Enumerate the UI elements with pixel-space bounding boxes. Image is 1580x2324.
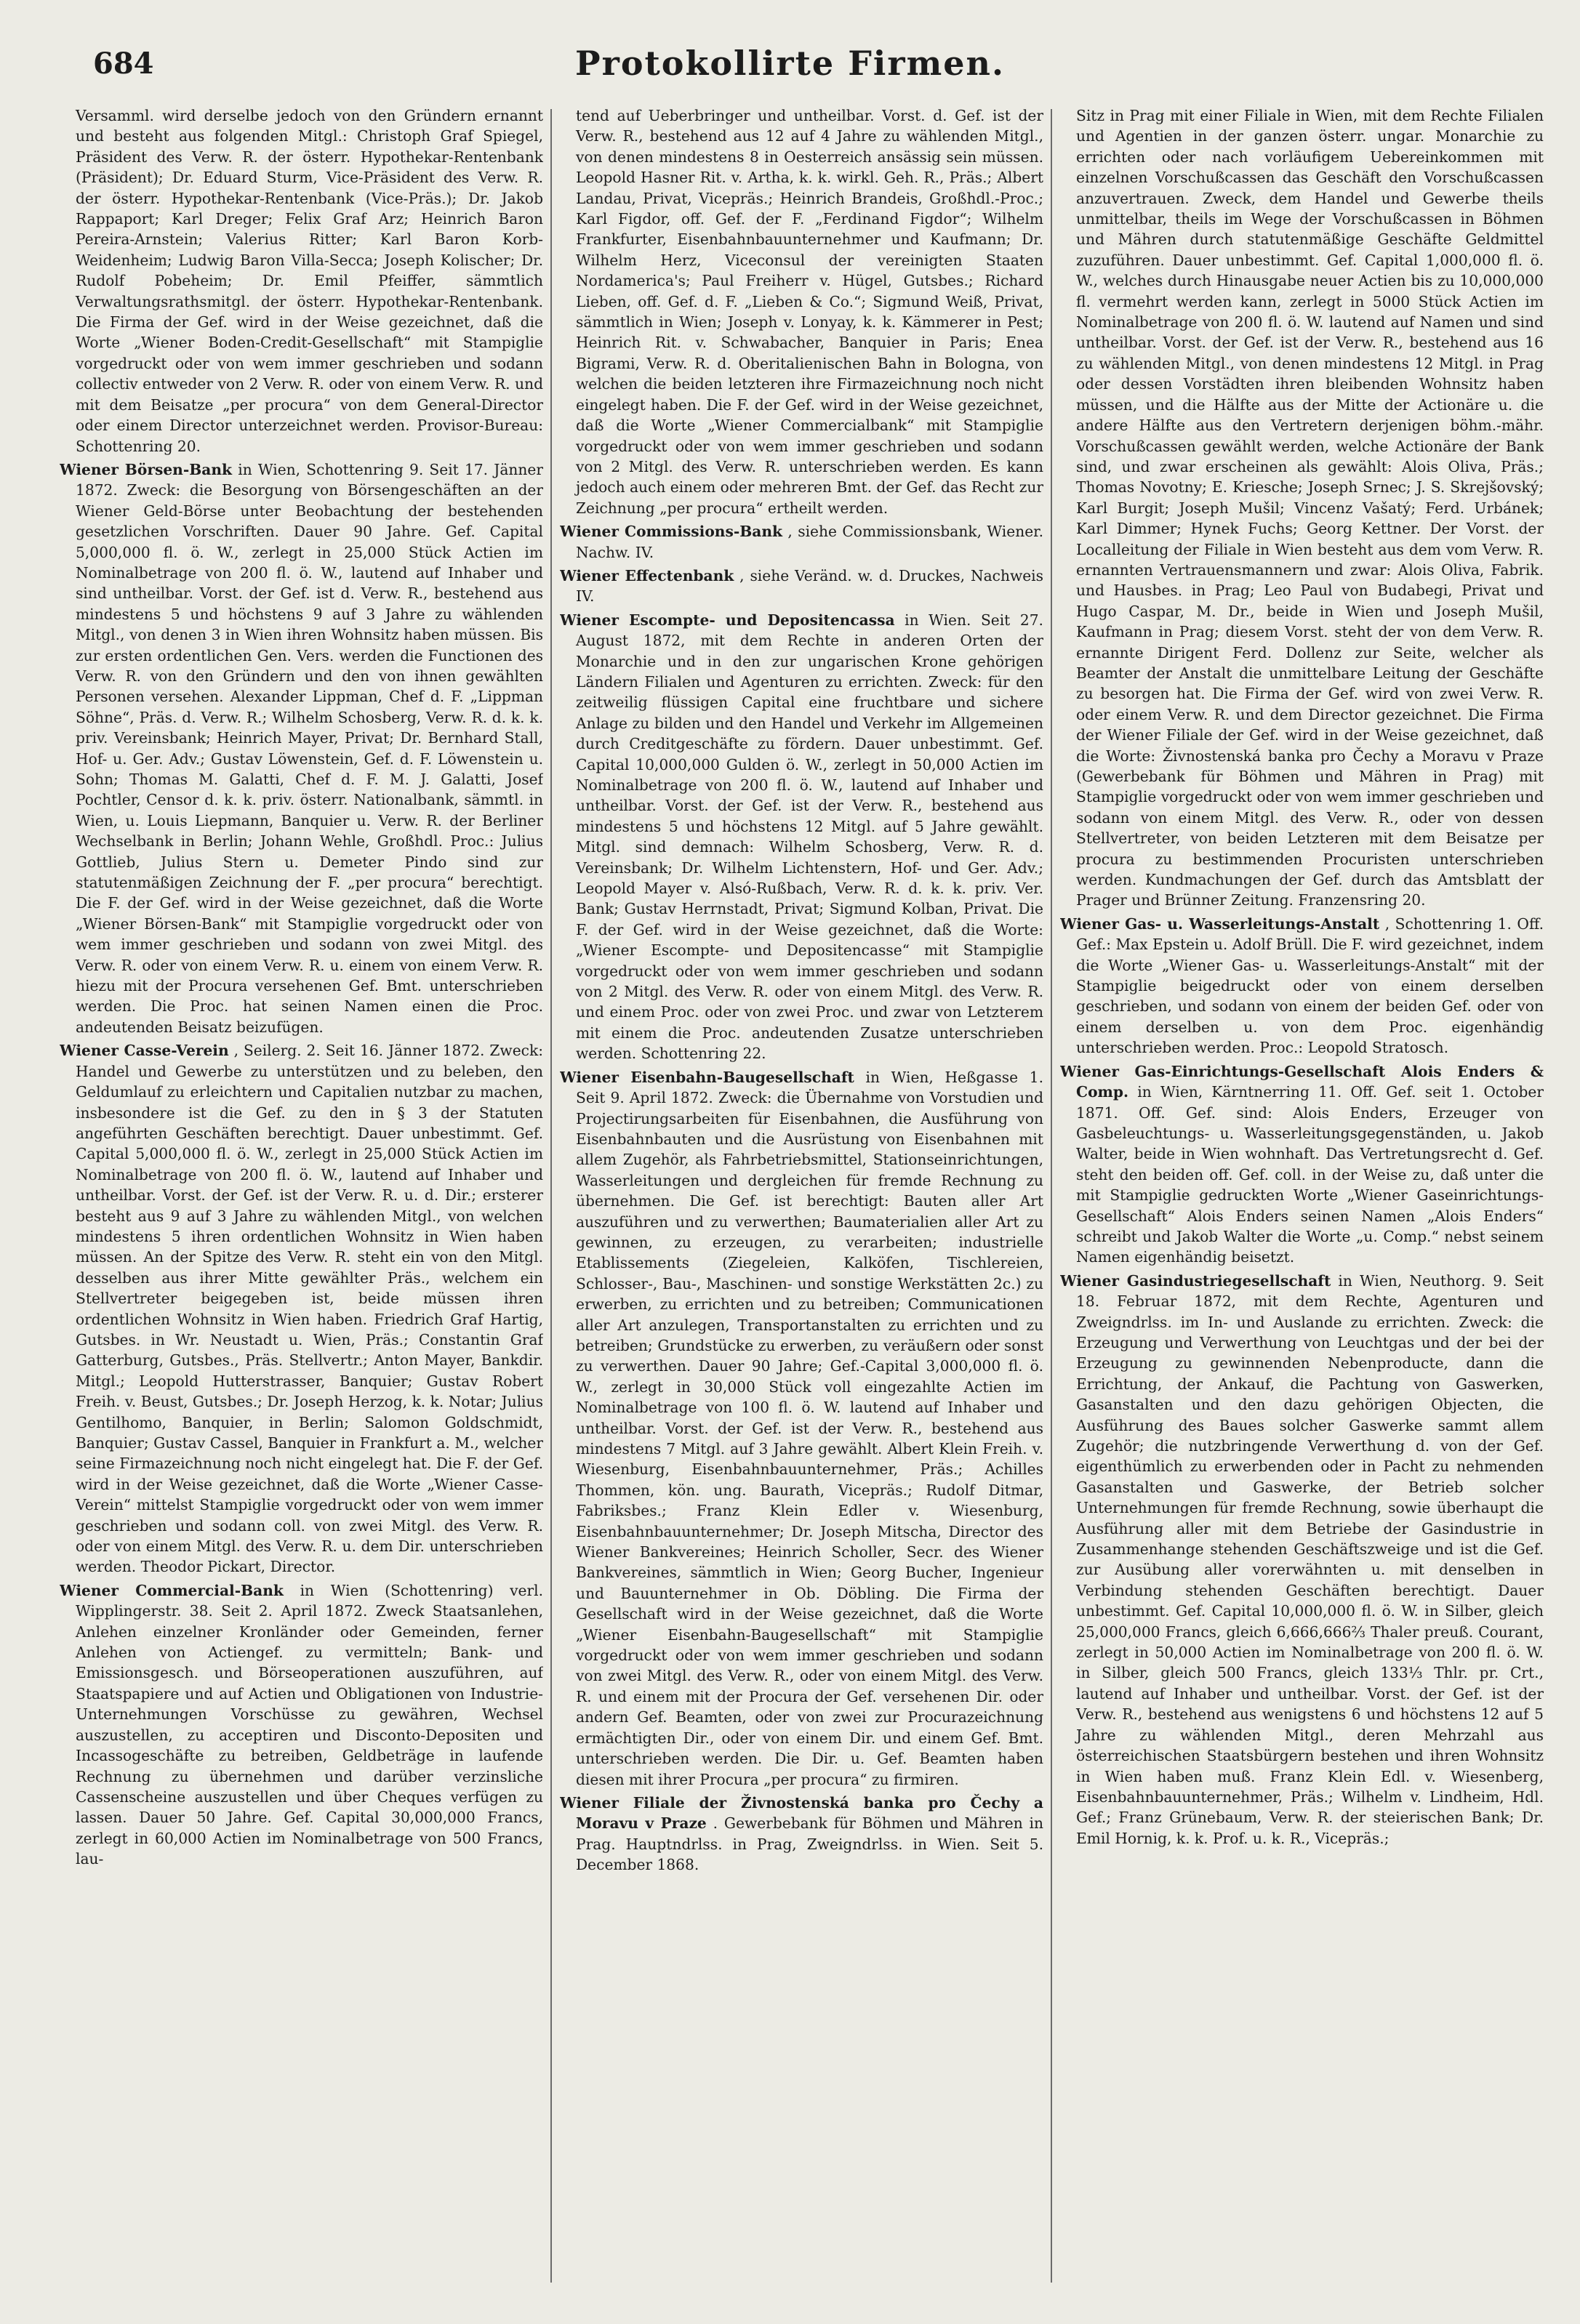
firm-name: Wiener Gas-Einrichtungs-Gesellschaft Alois Enders & Comp. xyxy=(1060,1062,1544,1101)
register-entry xyxy=(1060,1061,1544,1268)
entry-text: in Wien, Schottenring 9. Seit 17. Jänner 1872. Zweck: die Besorgung von Börsengeschäften an der Wiener Geld-Börse unter Beobachtung der bestehenden gesetzlichen Vorschriften. Dauer 90 Jahre. Gef. Capital 5,000,000 fl. ö. W., zerlegt in 25,000 Stück Actien im Nominalbetrage von 200 fl. ö. W., lautend auf Inhaber und sind untheilbar. Vorst. der Gef. ist d. Verw. R., bestehend aus mindestens 5 und höchstens 9 auf 3 Jahre zu wählenden Mitgl., von denen 3 in Wien ihren Wohnsitz haben müssen. Bis zur ersten ordentlichen Gen. Vers. werden die Functionen des Verw. R. von den Gründern und den von ihnen gewählten Personen versehen. Alexander Lippman, Chef d. F. „Lippman Söhne“, Präs. d. Verw. R.; Wilhelm Schosberg, Verw. R. d. k. k. priv. Vereinsbank; Heinrich Mayer, Privat; Dr. Bernhard Stall, Hof- u. Ger. Adv.; Gustav Löwenstein, Gef. d. F. Löwenstein u. Sohn; Thomas M. Galatti, Chef d. F. M. J. Galatti, Josef Pochtler, Censor d. k. k. priv. österr. Nationalbank, sämmtl. in Wien, u. Louis Liepmann, Banquier u. Verw. R. der Berliner Wechselbank in Berlin; Johann Wehle, Großhdl. Proc.: Julius Gottlieb, Julius Stern u. Demeter Pindo sind zur statutenmäßigen Zeichnung der F. „per procura“ berechtigt. Die F. der Gef. wird in der Weise gezeichnet, daß die Worte „Wiener Börsen-Bank“ mit Stampiglie vorgedruckt oder von wem immer geschrieben und sodann von zwei Mitgl. des Verw. R. oder von einem Verw. R. u. einem von einem Verw. R. hiezu mit der Procura versehenen Gef. Bmt. unterschrieben werden. Die Proc. hat seinen Namen einen die Proc. andeutenden Beisatz beizufügen. xyxy=(76,460,543,1036)
text-column-1 xyxy=(60,105,543,2286)
register-entry xyxy=(60,1040,543,1577)
firm-name: Wiener Escompte- und Depositencassa xyxy=(560,611,895,629)
firm-name: Wiener Filiale der Živnostenská banka pro Čechy a Moravu v Praze xyxy=(560,1793,1043,1833)
register-entry xyxy=(560,1067,1043,1790)
entry-text: , Seilerg. 2. Seit 16. Jänner 1872. Zweck: Handel und Gewerbe zu unterstützen und zu beleben, den Geldumlauf zu erleichtern und Capitalien nutzbar zu machen, insbesondere ist die Gef. zu den in § 3 der Statuten angeführten Geschäften berechtigt. Dauer unbestimmt. Gef. Capital 5,000,000 fl. ö. W., zerlegt in 25,000 Stück Actien im Nominalbetrage von 200 fl. ö. W., lautend auf Inhaber und untheilbar. Vorst. der Gef. ist der Verw. R. u. d. Dir.; ersterer besteht aus 9 auf 3 Jahre zu wählenden Mitgl., von welchen mindestens 5 ihren ordentlichen Wohnsitz in Wien haben müssen. An der Spitze des Verw. R. steht ein von den Mitgl. desselben aus ihrer Mitte gewählter Präs., welchem ein Stellvertreter beigegeben ist, beide müssen ihren ordentlichen Wohnsitz in Wien haben. Friedrich Graf Hartig, Gutsbes. in Wr. Neustadt u. Wien, Präs.; Constantin Graf Gatterburg, Gutsbes., Präs. Stellvertr.; Anton Mayer, Bankdir. Mitgl.; Leopold Hutterstrasser, Banquier; Gustav Robert Freih. v. Beust, Gutsbes.; Dr. Joseph Herzog, k. k. Notar; Julius Gentilhomo, Banquier, in Berlin; Salomon Goldschmidt, Banquier; Gustav Cassel, Banquier in Frankfurt a. M., welcher seine Firmazeichnung noch nicht eingelegt hat. Die F. der Gef. wird in der Weise gezeichnet, daß die Worte „Wiener Casse-Verein“ mittelst Stampiglie vorgedruckt oder von wem immer geschrieben und sodann coll. von zwei Mitgl. des Verw. R. oder von einem Mitgl. des Verw. R. u. dem Dir. unterschrieben werden. Theodor Pickart, Director. xyxy=(76,1042,543,1576)
entry-text: , siehe Veränd. w. d. Druckes, Nachweis IV. xyxy=(576,566,1043,606)
firm-name: Wiener Gasindustriegesellschaft xyxy=(1060,1271,1331,1290)
text-column-3 xyxy=(1060,105,1544,2286)
entry-text: in Wien. Seit 27. August 1872, mit dem Rechte in anderen Orten der Monarchie und in den zur ungarischen Krone gehörigen Ländern Filialen und Agenturen zu errichten. Zweck: für den zeitweilig flüssigen Capital eine fruchtbare und sichere Anlage zu bilden und den Handel und Verkehr im Allgemeinen durch Creditgeschäfte zu fördern. Dauer unbestimmt. Gef. Capital 10,000,000 Gulden ö. W., zerlegt in 50,000 Actien im Nominalbetrage von 200 fl. ö. W., lautend auf Inhaber und untheilbar. Vorst. der Gef. ist der Verw. R., bestehend aus mindestens 5 und höchstens 12 Mitgl. auf 5 Jahre gewählt. Mitgl. sind demnach: Wilhelm Schosberg, Verw. R. d. Vereinsbank; Dr. Wilhelm Lichtenstern, Hof- und Ger. Adv.; Leopold Mayer v. Alsó-Rußbach, Verw. R. d. k. k. priv. Ver. Bank; Gustav Herrnstadt, Privat; Sigmund Kolban, Privat. Die F. der Gef. wird in der Weise gezeichnet, daß die Worte: „Wiener Escompte- und Depositencasse“ mit Stampiglie vorgedruckt oder von wem immer geschrieben und sodann von 2 Mitgl. des Verw. R. oder von einem Mitgl. des Verw. R. und einem Proc. oder von zwei Proc. und zwar von Letzterem mit einem die Proc. andeutenden Zusatze unterschrieben werden. Schottenring 22. xyxy=(576,611,1043,1063)
entry-text: , siehe Commissionsbank, Wiener. Nachw. IV. xyxy=(576,523,1043,561)
firm-name: Wiener Commissions-Bank xyxy=(560,523,783,541)
firm-name: Wiener Börsen-Bank xyxy=(60,460,233,478)
entry-text: in Wien, Neuthorg. 9. Seit 18. Februar 1872, mit dem Rechte, Agenturen und Zweigndrlss. im In- und Auslande zu errichten. Zweck: die Erzeugung und Verwerthung von Leuchtgas und der bei der Erzeugung zu gewinnenden Nebenproducte, dann die Errichtung, der Ankauf, die Pachtung von Gaswerken, Gasanstalten und den dazu gehörigen Objecten, die Ausführung des Baues solcher Gaswerke sammt allem Zugehör; die nutzbringende Verwerthung d. von der Gef. eigenthümlich zu erwerbenden oder in Pacht zu nehmenden Gasanstalten und Gaswerke, der Betrieb solcher Unternehmungen für fremde Rechnung, sowie überhaupt die Ausführung aller mit dem Betriebe der Gasindustrie in Zusammenhange stehenden Geschäftszweige und ist die Gef. zur Ausübung aller vorerwähnten u. mit denselben in Verbindung stehenden Geschäften berechtigt. Dauer unbestimmt. Gef. Capital 10,000,000 fl. ö. W. in Silber, gleich 25,000,000 Francs, gleich 6,666,666⅔ Thaler preuß. Courant, zerlegt in 50,000 Actien im Nominalbetrage von 200 fl. ö. W. in Silber, gleich 500 Francs, gleich 133⅓ Thlr. pr. Crt., lautend auf Inhaber und untheilbar. Vorst. der Gef. ist der Verw. R., bestehend aus wenigstens 6 und höchstens 12 auf 5 Jahre zu wählenden Mitgl., deren Mehrzahl aus österreichischen Staatsbürgern bestehen und ihren Wohnsitz in Wien haben muß. Franz Klein Edl. v. Wiesenberg, Eisenbahnbauunternehmer, Präs.; Wilhelm v. Lindheim, Hdl. Gef.; Franz Grünebaum, Verw. R. der steierischen Bank; Dr. Emil Hornig, k. k. Prof. u. k. R., Vicepräs.; xyxy=(1076,1271,1544,1847)
entry-text: Sitz in Prag mit einer Filiale in Wien, mit dem Rechte Filialen und Agentien in der ganzen österr. ungar. Monarchie zu errichten oder nach vorläufigem Uebereinkommen mit einzelnen Vorschußcassen das Geschäft den Vorschußcassen anzuvertrauen. Zweck, dem Handel und Gewerbe theils unmittelbar, theils im Wege der Vorschußcassen in Böhmen und Mähren durch statutenmäßige Geschäfte Geldmittel zuzuführen. Dauer unbestimmt. Gef. Capital 1,000,000 fl. ö. W., welches durch Hinausgabe neuer Actien bis zu 10,000,000 fl. vermehrt werden kann, zerlegt in 5000 Stück Actien im Nominalbetrage von 200 fl. ö. W. lautend auf Namen und sind untheilbar. Vorst. der Gef. ist der Verw. R., bestehend aus 16 zu wählenden Mitgl., von denen mindestens 12 Mitgl. in Prag oder dessen Vorstädten ihren bleibenden Wohnsitz haben müssen, und die Hälfte aus der Mitte der Actionäre u. die andere Hälfte aus den Vertretern derjenigen böhm.-mähr. Vorschußcassen gewählt werden, welche Actionäre der Bank sind, und zwar erscheinen als gewählt: Alois Oliva, Präs.; Thomas Novotny; E. Kriesche; Joseph Srnec; J. S. Skrejšovský; Karl Burgit; Joseph Mušil; Vincenz Vašatý; Ferd. Urbánek; Karl Dimmer; Hynek Fuchs; Georg Kettner. Der Vorst. der Localleitung der Filiale in Wien besteht aus dem vom Verw. R. ernannten Vertrauensmannern und zwar: Alois Oliva, Fabrik. und Hausbes. in Prag; Leo Paul von Budabegi, Privat und Hugo Caspar, M. Dr., beide in Wien und Joseph Mušil, Kaufmann in Prag; diesem Vorst. steht der von dem Verw. R. ernannte Dirigent Ferd. Dollenz zur Seite, welcher als Beamter der Anstalt die unmittelbare Leitung der Geschäfte zu besorgen hat. Die Firma der Gef. wird von zwei Verw. R. oder einem Verw. R. und dem Director gezeichnet. Die Firma der Wiener Filiale der Gef. wird in der Weise gezeichnet, daß die Worte: Živnostenská banka pro Čechy a Moravu v Praze (Gewerbebank für Böhmen und Mähren in Prag) mit Stampiglie vorgedruckt oder von wem immer geschrieben und sodann von einem Mitgl. des Verw. R., oder von dessen Stellvertreter, von beiden Letzteren mit dem Beisatze per procura zu bestimmenden Procuristen unterschrieben werden. Kundmachungen der Gef. durch das Amtsblatt der Prager und Brünner Zeitung. Franzensring 20. xyxy=(1076,107,1544,909)
entry-text: in Wien, Kärntnerring 11. Off. Gef. seit 1. October 1871. Off. Gef. sind: Alois Enders, Erzeuger von Gasbeleuchtungs- u. Wasserleitungsgegenständen, u. Jakob Walter, beide in Wien wohnhaft. Das Vertretungsrecht d. Gef. steht den beiden off. Gef. coll. in der Weise zu, daß unter die mit Stampiglie gedruckten Worte „Wiener Gaseinrichtungs-Gesellschaft“ Alois Enders seinen Namen „Alois Enders“ schreibt und Jakob Walter die Worte „u. Comp.“ nebst seinem Namen eigenhändig beisetzt. xyxy=(1076,1083,1544,1266)
column-divider xyxy=(550,109,552,2283)
firm-name: Wiener Gas- u. Wasserleitungs-Anstalt xyxy=(1060,914,1380,933)
register-entry xyxy=(1060,914,1544,1058)
text-column-2 xyxy=(560,105,1043,2286)
register-entry xyxy=(1060,1271,1544,1849)
register-entry xyxy=(1060,105,1544,911)
column-divider xyxy=(1051,109,1052,2283)
register-entry xyxy=(60,1580,543,1870)
entry-text: , Schottenring 1. Off. Gef.: Max Epstein u. Adolf Brüll. Die F. wird gezeichnet, indem die Worte „Wiener Gas- u. Wasserleitungs-Anstalt“ mit der Stampiglie beigedruckt oder von einem derselben geschrieben, und sodann von einem der beiden Gef. oder von einem derselben u. von dem Proc. eigenhändig unterschrieben werden. Proc.: Leopold Stratosch. xyxy=(1076,914,1544,1057)
register-entry xyxy=(560,1793,1043,1875)
page-title: Protokollirte Firmen. xyxy=(575,44,1005,83)
firm-name: Wiener Effectenbank xyxy=(560,566,734,584)
entry-text: in Wien (Schottenring) verl. Wipplingerstr. 38. Seit 2. April 1872. Zweck Staatsanlehen, Anlehen einzelner Kronländer oder Gemeinden, ferner Anlehen von Actiengef. zu vermitteln; Bank- und Emissionsgesch. und Börseoperationen auszuführen, auf Staatspapiere und auf Actien und Obligationen von Industrie-Unternehmungen Vorschüsse zu gewähren, Wechsel auszustellen, zu acceptiren und Disconto-Depositen und Incassogeschäfte zu betreiben, Geldbeträge in laufende Rechnung zu übernehmen und darüber verzinsliche Cassenscheine auszustellen und über Cheques verfügen zu lassen. Dauer 50 Jahre. Gef. Capital 30,000,000 Francs, zerlegt in 60,000 Actien im Nominalbetrage von 500 Francs, lau- xyxy=(76,1581,543,1868)
firm-name: Wiener Commercial-Bank xyxy=(60,1581,284,1599)
register-entry xyxy=(60,105,543,457)
firm-name: Wiener Casse-Verein xyxy=(60,1042,229,1060)
register-entry xyxy=(560,105,1043,518)
register-entry xyxy=(60,459,543,1037)
entry-text: Versamml. wird derselbe jedoch von den Gründern ernannt und besteht aus folgenden Mitgl.: Christoph Graf Spiegel, Präsident des Verw. R. der österr. Hypothekar-Rentenbank (Präsident); Dr. Eduard Sturm, Vice-Präsident des Verw. R. der österr. Hypothekar-Rentenbank (Vice-Präs.); Dr. Jakob Rappaport; Karl Dreger; Felix Graf Arz; Heinrich Baron Pereira-Arnstein; Valerius Ritter; Karl Baron Korb-Weidenheim; Ludwig Baron Villa-Secca; Joseph Kolischer; Dr. Rudolf Pobeheim; Dr. Emil Pfeiffer, sämmtlich Verwaltungsrathsmitgl. der österr. Hypothekar-Rentenbank. Die Firma der Gef. wird in der Weise gezeichnet, daß die Worte „Wiener Boden-Credit-Gesellschaft“ mit Stampiglie vorgedruckt oder von wem immer geschrieben und sodann collectiv entweder von 2 Verw. R. oder von einem Verw. R. und mit dem Beisatze „per procura“ von dem General-Director oder einem Director unterzeichnet werden. Provisor-Bureau: Schottenring 20. xyxy=(76,107,543,455)
firm-name: Wiener Eisenbahn-Baugesellschaft xyxy=(560,1068,854,1086)
register-entry xyxy=(560,610,1043,1064)
page-number: 684 xyxy=(93,47,154,81)
register-entry xyxy=(560,566,1043,607)
entry-text: . Gewerbebank für Böhmen und Mähren in Prag. Hauptndrlss. in Prag, Zweigndrlss. in Wien. Seit 5. December 1868. xyxy=(576,1814,1043,1874)
entry-text: in Wien, Heßgasse 1. Seit 9. April 1872. Zweck: die Übernahme von Vorstudien und Projectirungsarbeiten für Eisenbahnen, die Ausführung von Eisenbahnbauten und die Ausrüstung von Eisenbahnen mit allem Zugehör, als Fahrbetriebsmittel, Stationseinrichtungen, Wasserleitungen und dergleichen für fremde Rechnung zu übernehmen. Die Gef. ist berechtigt: Bauten aller Art auszuführen und zu verwerthen; Baumaterialien aller Art zu gewinnen, zu erzeugen, zu verarbeiten; industrielle Etablissements (Ziegeleien, Kalköfen, Tischlereien, Schlosser-, Bau-, Maschinen- und sonstige Werkstätten 2c.) zu erwerben, zu errichten und zu betreiben; Communicationen aller Art anzulegen, Transportanstalten zu errichten und zu betreiben; Grundstücke zu erwerben, zu veräußern oder sonst zu verwerthen. Dauer 90 Jahre; Gef.-Capital 3,000,000 fl. ö. W., zerlegt in 30,000 Stück voll eingezahlte Actien im Nominalbetrage von 100 fl. ö. W. lautend auf Inhaber und untheilbar. Vorst. der Gef. ist der Verw. R., bestehend aus mindestens 7 Mitgl. auf 3 Jahre gewählt. Albert Klein Freih. v. Wiesenburg, Eisenbahnbauunternehmer, Präs.; Achilles Thommen, kön. ung. Baurath, Vicepräs.; Rudolf Ditmar, Fabriksbes.; Franz Klein Edler v. Wiesenburg, Eisenbahnbauunternehmer; Dr. Joseph Mitscha, Director des Wiener Bankvereines; Heinrich Scholler, Secr. des Wiener Bankvereines, sämmtlich in Wien; Georg Bucher, Ingenieur und Bauunternehmer in Ob. Döbling. Die Firma der Gesellschaft wird in der Weise gezeichnet, daß die Worte „Wiener Eisenbahn-Baugesellschaft“ mit Stampiglie vorgedruckt oder von wem immer geschrieben und sodann von zwei Mitgl. des Verw. R., oder von einem Mitgl. des Verw. R. und einem mit der Procura der Gef. versehenen Dir. oder andern Gef. Beamten, oder von zwei zur Procurazeichnung ermächtigten Dir., oder von einem Dir. und einem Gef. Bmt. unterschrieben werden. Die Dir. u. Gef. Beamten haben diesen mit ihrer Procura „per procura“ zu firmiren. xyxy=(576,1068,1043,1788)
entry-text: tend auf Ueberbringer und untheilbar. Vorst. d. Gef. ist der Verw. R., bestehend aus 12 auf 4 Jahre zu wählenden Mitgl., von denen mindestens 8 in Oesterreich ansässig sein müssen. Leopold Hasner Rit. v. Artha, k. k. wirkl. Geh. R., Präs.; Albert Landau, Privat, Vicepräs.; Heinrich Brandeis, Großhdl.-Proc.; Karl Figdor, off. Gef. der F. „Ferdinand Figdor“; Wilhelm Frankfurter, Eisenbahnbauunternehmer und Kaufmann; Dr. Wilhelm Herz, Viceconsul der vereinigten Staaten Nordamerica's; Paul Freiherr v. Hügel, Gutsbes.; Richard Lieben, off. Gef. d. F. „Lieben & Co.“; Sigmund Weiß, Privat, sämmtlich in Wien; Joseph v. Lonyay, k. k. Kämmerer in Pest; Heinrich Rit. v. Schwabacher, Banquier in Paris; Enea Bigrami, Verw. R. d. Oberitalienischen Bahn in Bologna, von welchen die beiden letzteren ihre Firmazeichnung noch nicht eingelegt haben. Die F. der Gef. wird in der Weise gezeichnet, daß die Worte „Wiener Commercialbank“ mit Stampiglie vorgedruckt oder von wem immer geschrieben und sodann von 2 Mitgl. des Verw. R. unterschrieben werden. Es kann jedoch auch einem oder mehreren Bmt. der Gef. das Recht zur Zeichnung „per procura“ ertheilt werden. xyxy=(576,107,1043,517)
register-entry xyxy=(560,521,1043,563)
